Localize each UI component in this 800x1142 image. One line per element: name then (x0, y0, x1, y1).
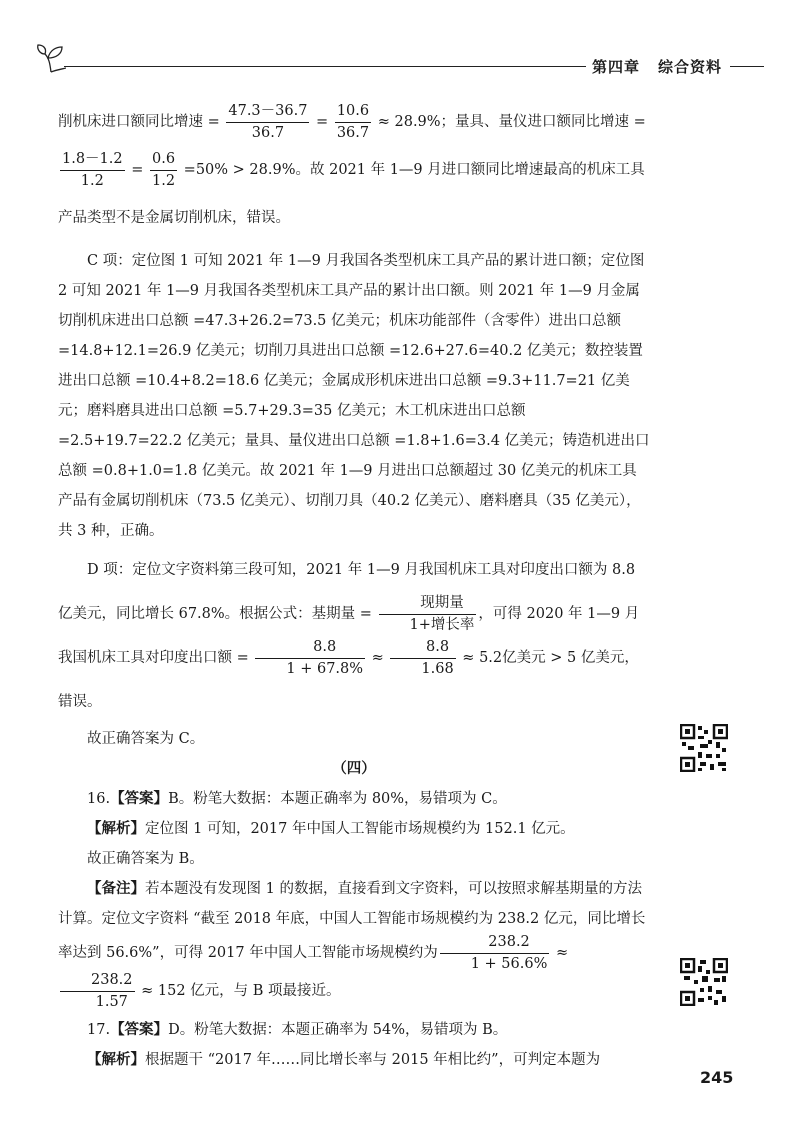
leaf-sprout-icon (36, 42, 66, 76)
fraction: $\frac{8.8}{1.68}$ (390, 639, 455, 677)
q17-answer: 17.【答案】D。粉笔大数据：本题正确率为 54%，易错项为 B。 (87, 1021, 508, 1038)
conclusion-c: 故正确答案为 C。 (87, 731, 205, 747)
fraction: $\frac{\text{现期量}}{\text{1+增长率}}$ (379, 595, 477, 633)
para-c: C 项：定位图 1 可知 2021 年 1—9 月我国各类型机床工具产品的累计进口额；定位图 2 可知 2021 年 1—9 月我国各类型机床工具产品的累计出口额。则 2021 年 1—9 月金属切削机床进出口总额 =47.3+26.2=73.5 亿美元；机床功能部件（含零件）进出口总额 =14.8+12.1=26.9 亿美元；切削刀具进出口总额 =12.6+27.6=40.2 亿美元；数控装置进出口总额 =10.4+8.2=18.6 亿美元；金属成形机床进出口总额 =9.3+11.7=21 亿美元；磨料磨具进出口总额 =5.7+29.3=35 亿美元；木工机床进出口总额 =2.5+19.7=22.2 亿美元；量具、量仪进出口总额 =1.8+1.6=3.4 亿美元；铸造机进出口总额 =0.8+1.0=1.8 亿美元。故 2021 年 1—9 月进出口总额超过 30 亿美元的机床工具产品有金属切削机床（73.5 亿美元）、切削刀具（40.2 亿美元）、磨料磨具（35 亿美元），共 3 种，正确。 (58, 253, 650, 539)
fraction: $\frac{238.2}{1.57}$ (60, 972, 135, 1010)
qr-code-q16 (680, 724, 728, 772)
fraction: $\frac{8.8}{1 + 67.8\%}$ (255, 639, 365, 677)
qr-code-icon (680, 958, 728, 1006)
q16-analysis: 【解析】定位图 1 可知，2017 年中国人工智能市场规模约为 152.1 亿元。 (87, 821, 575, 837)
fraction: $\frac{10.6}{36.7}$ (336, 102, 370, 141)
q17-analysis: 【解析】根据题干 “2017 年……同比增长率与 2015 年相比约”，可判定本题为 (87, 1051, 601, 1068)
para-b-line2: $\frac{1.8-1.2}{1.2}$ = $\frac{0.6}{1.2}$ =50% > 28.9%。故 2021 年 1—9 月进口额同比增速最高的机床工具产品类型不是金属切削机床，错误。 (58, 150, 645, 226)
page-number: 245 (700, 1068, 734, 1087)
fraction: $\frac{238.2}{1 + 56.6\%}$ (440, 934, 550, 972)
section-title: （四） (332, 760, 376, 777)
chapter-title (592, 56, 722, 77)
qr-code-q17 (680, 958, 728, 1006)
page-header (36, 42, 764, 82)
fraction: $\frac{47.3-36.7}{36.7}$ (228, 102, 308, 141)
header-rule-end (730, 66, 764, 67)
para-b-line1: 削机床进口额同比增速 = $\frac{47.3-36.7}{36.7}$ = $\frac{10.6}{36.7}$ ≈ 28.9%；量具、量仪进口额同比增速 = (58, 102, 646, 141)
q16-conclusion: 故正确答案为 B。 (87, 851, 204, 867)
q16-answer: 16.【答案】B。粉笔大数据：本题正确率为 80%，易错项为 C。 (87, 791, 507, 807)
fraction: $\frac{1.8-1.2}{1.2}$ (62, 150, 123, 189)
para-d: D 项：定位文字资料第三段可知，2021 年 1—9 月我国机床工具对印度出口额为 8.8 亿美元，同比增长 67.8%。根据公式：基期量 = $\frac{\text{现期量}}{\text{1+增长率}}$ ，可得 2020 年 1—9 月我国机床工具对印度出口额 = $\frac{8.8}{1 + 67.8\%}$ ≈ $\frac{8.8}{1.68}$ ≈ 5.2亿美元 > 5 亿美元，错误。 (58, 562, 640, 710)
chapter-section: 综合资料 (658, 58, 723, 76)
q16-note: 【备注】若本题没有发现图 1 的数据，直接看到文字资料，可以按照求解基期量的方法计算。定位文字资料 “截至 2018 年底，中国人工智能市场规模约为 238.2 亿元，同比增长率达到 56.6%”，可得 2017 年中国人工智能市场规模约为 $\frac{238.2}{1 + 56.6\%}$ ≈ $\frac{238.2}{1.57}$ ≈ 152 亿元，与 B 项最接近。 (58, 881, 646, 1011)
fraction: $\frac{0.6}{1.2}$ (152, 150, 176, 189)
header-rule (64, 66, 586, 67)
qr-code-icon (680, 724, 728, 772)
chapter-number: 第四章 (592, 58, 641, 76)
page-content (58, 98, 650, 1075)
